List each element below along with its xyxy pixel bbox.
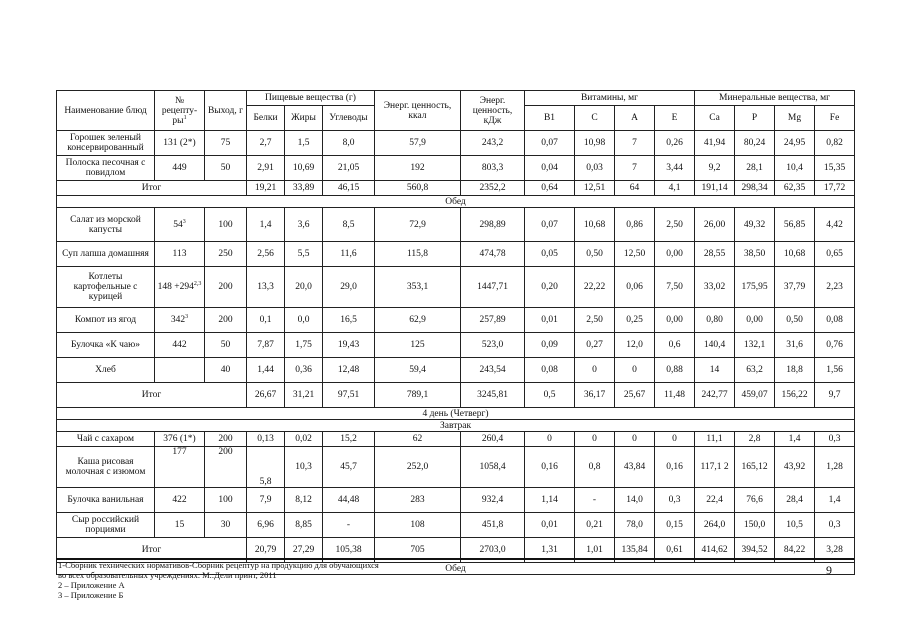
footnote: 2 – Приложение А (58, 580, 125, 590)
header-name: Наименование блюд (57, 91, 155, 131)
footnotes (58, 560, 618, 600)
total-row: Итог 19,21 33,89 46,15 560,8 2352,2 0,64 12,51 64 4,1 191,14 298,34 62,35 17,72 (57, 181, 855, 196)
section-row (57, 408, 855, 420)
header-fat: Жиры (285, 106, 323, 131)
table-row: Сыр российский порциями 15 30 6,96 8,85 - 108 451,8 0,01 0,21 78,0 0,15 264,0 150,0 10,5 0,3 (57, 513, 855, 538)
header-p: P (735, 106, 775, 131)
header-a: A (615, 106, 655, 131)
section-title-obed: Обед (57, 196, 855, 208)
header-recipe: № рецепту-$ры^1$ (155, 91, 205, 131)
header-nutrients: Пищевые вещества (г) (247, 91, 375, 106)
table-header-row (57, 91, 855, 106)
header-vitamins: Витамины, мг (525, 91, 695, 106)
header-c: C (575, 106, 615, 131)
section-title-day4: 4 день (Четверг) (57, 408, 855, 420)
header-yield: Выход, г (205, 91, 247, 131)
table-row: Чай с сахаром 376 (1*) 200 0,13 0,02 15,2 62 260,4 0 0 0 0 11,1 2,8 1,4 0,3 (57, 432, 855, 447)
header-energy-kj: Энерг. ценность, кДж (461, 91, 525, 131)
section-title-obed-2: Обед (57, 563, 855, 575)
table-row: Суп лапша домашняя 113 250 2,56 5,5 11,6 115,8 474,78 0,05 0,50 12,50 0,00 28,55 38,50 10,68 0,65 (57, 242, 855, 267)
section-row (57, 420, 855, 432)
footnote: 3 – Приложение Б (58, 590, 124, 600)
total-row: Итог 20,79 27,29 105,38 705 2703,0 1,31 1,01 135,84 0,61 414,62 394,52 84,22 3,28 (57, 538, 855, 563)
table-row: Каша рисовая молочная с изюмом 177 200 5,8 10,3 45,7 252,0 1058,4 0,16 0,8 43,84 0,16 117,1 2 165,12 43,92 1,28 (57, 447, 855, 488)
table-row: Компот из ягод $342^3$ 200 0,1 0,0 16,5 62,9 257,89 0,01 2,50 0,25 0,00 0,80 0,00 0,50 0,08 (57, 308, 855, 333)
total-row: Итог 26,67 31,21 97,51 789,1 3245,81 0,5 36,17 25,67 11,48 242,77 459,07 156,22 9,7 (57, 383, 855, 408)
header-b1: B1 (525, 106, 575, 131)
document-page (56, 90, 854, 575)
table-row: Хлеб 40 1,44 0,36 12,48 59,4 243,54 0,08 0 0 0,88 14 63,2 18,8 1,56 (57, 358, 855, 383)
table-row: Полоска песочная с повидлом 449 50 2,91 10,69 21,05 192 803,3 0,04 0,03 7 3,44 9,2 28,1 10,4 15,35 (57, 156, 855, 181)
table-row: Булочка «К чаю» 442 50 7,87 1,75 19,43 125 523,0 0,09 0,27 12,0 0,6 140,4 132,1 31,6 0,76 (57, 333, 855, 358)
table-row: Салат из морской капусты $54^3$ 100 1,4 3,6 8,5 72,9 298,89 0,07 10,68 0,86 2,50 26,00 49,32 56,85 4,42 (57, 208, 855, 242)
table-row: Булочка ванильная 422 100 7,9 8,12 44,48 283 932,4 1,14 - 14,0 0,3 22,4 76,6 28,4 1,4 (57, 488, 855, 513)
nutrition-table (56, 90, 855, 575)
page-number: 9 (826, 563, 832, 577)
footnote: во всех образовательных учреждениях. М.:Дели принт, 2011 (58, 570, 277, 580)
header-carbs: Углеводы (323, 106, 375, 131)
table-row: Горошек зеленый консервированный 131 (2*) 75 2,7 1,5 8,0 57,9 243,2 0,07 10,98 7 0,26 41,94 80,24 24,95 0,82 (57, 131, 855, 156)
header-protein: Белки (247, 106, 285, 131)
header-e: E (655, 106, 695, 131)
section-title-zavtrak: Завтрак (57, 420, 855, 432)
table-row: Котлеты картофельные с курицей $148 +294^{2,3}$ 200 13,3 20,0 29,0 353,1 1447,71 0,20 22,22 0,06 7,50 33,02 175,95 37,79 2,23 (57, 267, 855, 308)
header-fe: Fe (815, 106, 855, 131)
section-row (57, 196, 855, 208)
header-energy-kcal: Энерг. ценность, ккал (375, 91, 461, 131)
header-minerals: Минеральные вещества, мг (695, 91, 855, 106)
footnote: 1-Сборник технических нормативов-Сборник рецептур на продукцию для обучающихся (58, 560, 379, 570)
header-ca: Ca (695, 106, 735, 131)
header-mg: Mg (775, 106, 815, 131)
